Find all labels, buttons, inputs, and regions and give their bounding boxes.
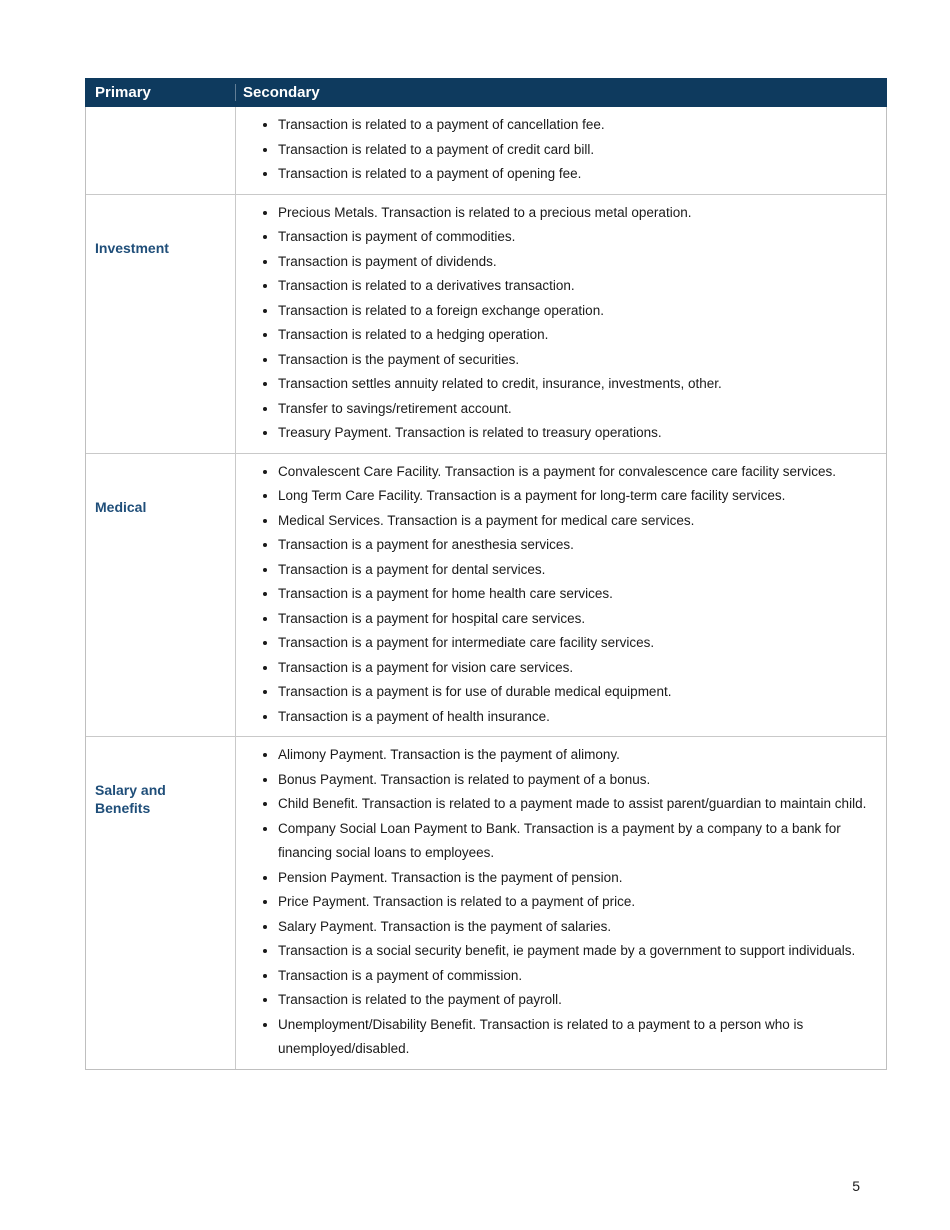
bullet-item: • Transaction is related to a payment of credit card bill.: [278, 138, 882, 163]
bullet-list: [236, 113, 882, 187]
bullet-item: • Convalescent Care Facility. Transaction is a payment for convalescence care facility services.: [278, 460, 882, 485]
bullet-item: • Company Social Loan Payment to Bank. Transaction is a payment by a company to a bank for financing social loans to employees.: [278, 817, 882, 866]
table-row-salary-and-benefits: [86, 736, 886, 1069]
bullet-item: • Transfer to savings/retirement account.: [278, 397, 882, 422]
bullet-list: [236, 460, 882, 730]
primary-cell: Investment: [86, 195, 236, 453]
bullet-item: • Transaction is a payment for vision care services.: [278, 656, 882, 681]
bullet-item: • Transaction is related to a derivatives transaction.: [278, 274, 882, 299]
bullet-item: • Alimony Payment. Transaction is the payment of alimony.: [278, 743, 882, 768]
bullet-item: • Transaction is a social security benefit, ie payment made by a government to support individuals.: [278, 939, 882, 964]
bullet-list: [236, 743, 882, 1062]
primary-cell: Salary and Benefits: [86, 737, 236, 1069]
table-header-primary: Primary: [85, 84, 236, 101]
primary-cell: [86, 107, 236, 194]
bullet-list: [236, 201, 882, 446]
bullet-item: • Pension Payment. Transaction is the payment of pension.: [278, 866, 882, 891]
bullet-item: • Transaction is related to a payment of opening fee.: [278, 162, 882, 187]
bullet-item: • Transaction is a payment for home health care services.: [278, 582, 882, 607]
bullet-item: • Transaction is related to a payment of cancellation fee.: [278, 113, 882, 138]
table-row-investment: [86, 194, 886, 453]
bullet-item: • Transaction is related to a hedging operation.: [278, 323, 882, 348]
bullet-item: • Transaction is a payment for intermediate care facility services.: [278, 631, 882, 656]
bullet-item: • Transaction is a payment of health insurance.: [278, 705, 882, 730]
secondary-cell: [236, 454, 886, 737]
table-header-row: [85, 78, 887, 107]
bullet-item: • Transaction settles annuity related to credit, insurance, investments, other.: [278, 372, 882, 397]
page-number: 5: [852, 1178, 860, 1194]
bullet-item: • Transaction is related to the payment of payroll.: [278, 988, 882, 1013]
classification-table: [85, 78, 887, 1070]
bullet-item: • Transaction is a payment for dental services.: [278, 558, 882, 583]
bullet-item: • Child Benefit. Transaction is related to a payment made to assist parent/guardian to maintain child.: [278, 792, 882, 817]
bullet-item: • Transaction is the payment of securities.: [278, 348, 882, 373]
bullet-item: • Transaction is a payment of commission.: [278, 964, 882, 989]
primary-cell: Medical: [86, 454, 236, 737]
table-row-continuation: [86, 107, 886, 194]
table-row-medical: [86, 453, 886, 737]
bullet-item: • Transaction is a payment for hospital care services.: [278, 607, 882, 632]
secondary-cell: [236, 737, 886, 1069]
bullet-item: • Bonus Payment. Transaction is related to payment of a bonus.: [278, 768, 882, 793]
bullet-item: • Precious Metals. Transaction is related to a precious metal operation.: [278, 201, 882, 226]
bullet-item: • Unemployment/Disability Benefit. Transaction is related to a payment to a person who is unemployed/disabled.: [278, 1013, 882, 1062]
table-header-secondary: Secondary: [243, 84, 320, 101]
bullet-item: • Transaction is payment of dividends.: [278, 250, 882, 275]
bullet-item: • Salary Payment. Transaction is the payment of salaries.: [278, 915, 882, 940]
secondary-cell: [236, 195, 886, 453]
bullet-item: • Transaction is a payment for anesthesia services.: [278, 533, 882, 558]
bullet-item: • Medical Services. Transaction is a payment for medical care services.: [278, 509, 882, 534]
bullet-item: • Transaction is a payment is for use of durable medical equipment.: [278, 680, 882, 705]
secondary-cell: [236, 107, 886, 194]
bullet-item: • Transaction is related to a foreign exchange operation.: [278, 299, 882, 324]
bullet-item: • Price Payment. Transaction is related to a payment of price.: [278, 890, 882, 915]
bullet-item: • Long Term Care Facility. Transaction is a payment for long-term care facility services.: [278, 484, 882, 509]
bullet-item: • Treasury Payment. Transaction is related to treasury operations.: [278, 421, 882, 446]
bullet-item: • Transaction is payment of commodities.: [278, 225, 882, 250]
